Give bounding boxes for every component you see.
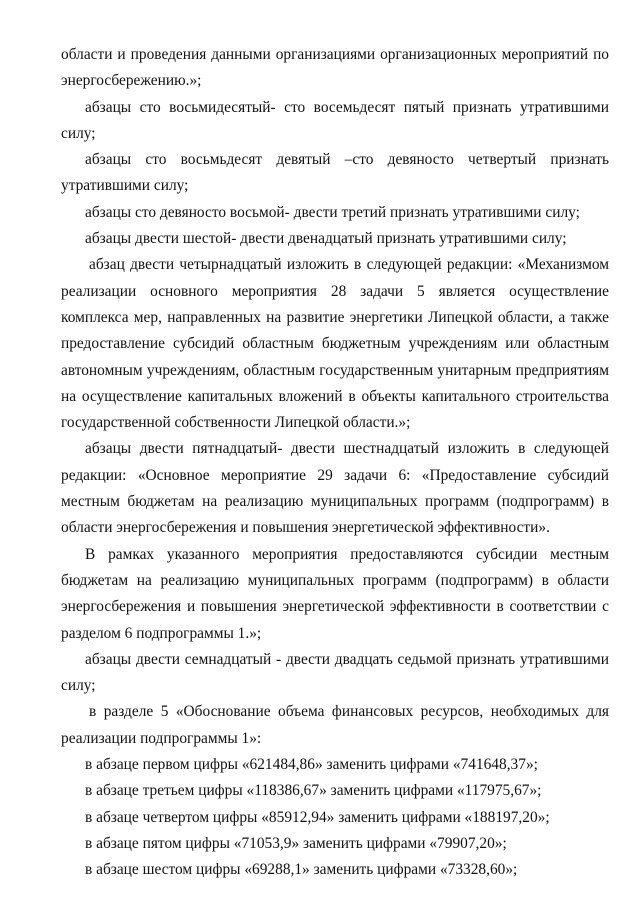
paragraph-repeal-206-212: абзацы двести шестой- двести двенадцатый признать утратившими силу; — [85, 230, 567, 248]
paragraph-continuation: области и проведения данными организациями организационных мероприятий по энергосбережению.»; — [61, 46, 609, 90]
paragraph-amend-third: в абзаце третьем цифры «118386,67» заменить цифрами «117975,67»; — [85, 782, 542, 800]
paragraph-repeal-180-185: абзацы сто восьмидесятый- сто восемьдесят пятый признать утратившими силу; — [61, 98, 609, 142]
paragraph-amend-fourth: в абзаце четвертом цифры «85912,94» заменить цифрами «188197,20»; — [85, 808, 550, 826]
document-body — [61, 42, 609, 884]
paragraph-amend-first: в абзаце первом цифры «621484,86» заменить цифрами «741648,37»; — [85, 756, 538, 774]
paragraph-amend-sixth: в абзаце шестом цифры «69288,1» заменить цифрами «73328,60»; — [85, 861, 518, 879]
paragraph-215-216-amendment: абзацы двести пятнадцатый- двести шестнадцатый изложить в следующей редакции: «Основное мероприятие 29 задачи 6: «Предоставление субсидий местным бюджетам на реализацию муниципальных программ (подпрограмм) в области энергосбережения и повышения энергетической эффективности». — [61, 440, 609, 537]
paragraph-repeal-189-194: абзацы сто восьмьдесят девятый –сто девяносто четвертый признать утратившими силу; — [61, 151, 609, 195]
paragraph-214-amendment: абзац двести четырнадцатый изложить в следующей редакции: «Механизмом реализации основного мероприятия 28 задачи 5 является осуществление комплекса мер, направленных на развитие энергетики Липецкой области, а также предоставление субсидий областным бюджетным учреждениям или областным автономным учреждениям, областным государственным унитарным предприятиям на осуществление капитальных вложений в объекты капитального строительства государственной собственности Липецкой области.»; — [61, 256, 609, 432]
paragraph-section-5: в разделе 5 «Обоснование объема финансовых ресурсов, необходимых для реализации подпрограммы 1»: — [61, 703, 609, 747]
paragraph-amend-fifth: в абзаце пятом цифры «71053,9» заменить цифрами «79907,20»; — [85, 834, 507, 852]
paragraph-repeal-198-203: абзацы сто девяносто восьмой- двести третий признать утратившими силу; — [85, 203, 580, 221]
paragraph-measure-subsidies: В рамках указанного мероприятия предоставляются субсидии местным бюджетам на реализацию муниципальных программ (подпрограмм) в области энергосбережения и повышения энергетической эффективности в соответствии с разделом 6 подпрограммы 1.»; — [61, 545, 609, 642]
paragraph-repeal-217-227: абзацы двести семнадцатый - двести двадцать седьмой признать утратившими силу; — [61, 650, 609, 695]
